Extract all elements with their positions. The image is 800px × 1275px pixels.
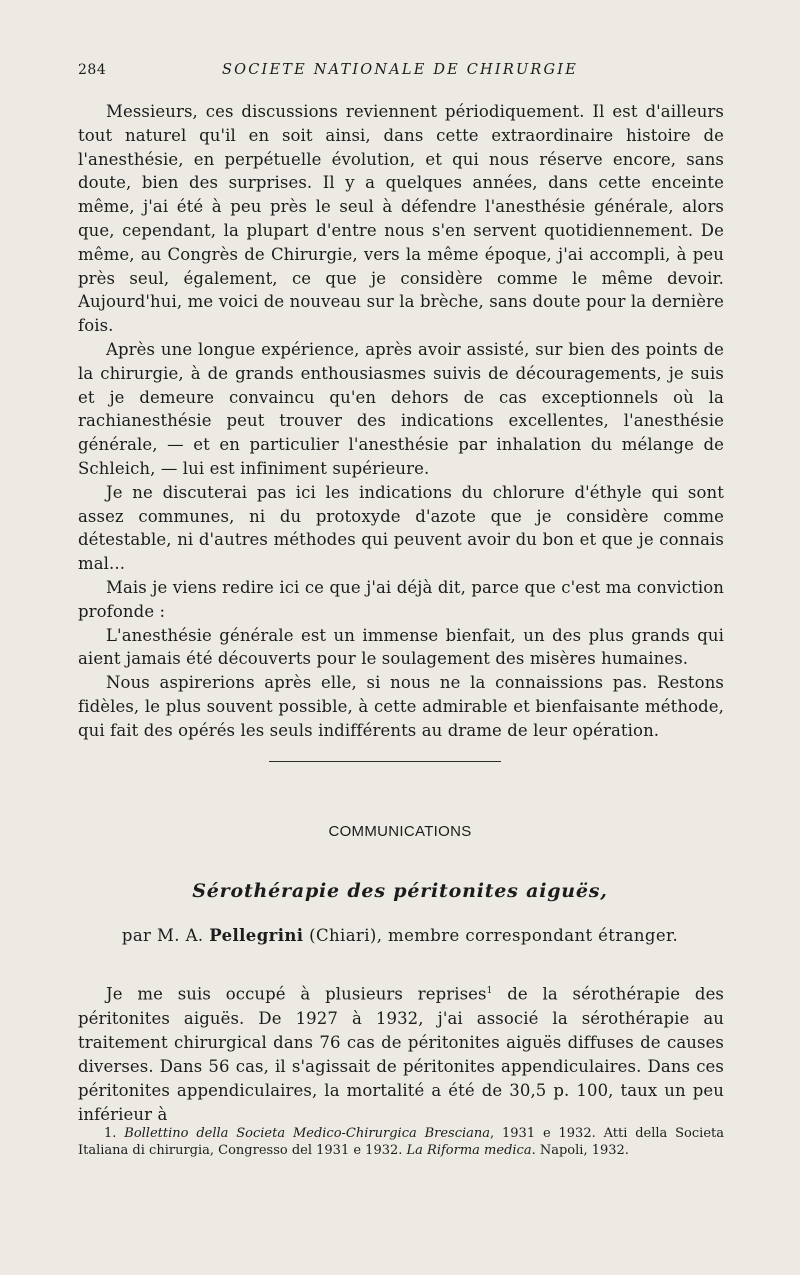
page-number: 284 (78, 62, 107, 78)
paragraph (78, 979, 724, 1127)
paragraph: Messieurs, ces discussions reviennent périodiquement. Il est d'ailleurs tout naturel qu'il en soit ainsi, dans cette extraordinaire histoire de l'anesthésie, en perpétuelle évolution, et qui nous réserve encore, sans doute, bien des surprises. Il y a quelques années, dans cette enceinte même, j'ai été à peu près le seul à défendre l'anesthésie générale, alors que, cependant, la plupart d'entre nous s'en servent quotidiennement. De même, au Congrès de Chirurgie, vers la même époque, j'ai accompli, à peu près seul, également, ce que je considère comme le même devoir. Aujourd'hui, me voici de nouveau sur la brèche, sans doute pour la dernière fois. (78, 102, 724, 336)
footnote (78, 1125, 724, 1159)
byline-suffix: (Chiari), membre correspondant étranger. (309, 926, 679, 945)
paragraph-rest: de la sérothérapie des péritonites aiguës. De 1927 à 1932, j'ai associé la sérothérapie au traitement chirurgical dans 76 cas de péritonites aiguës diffuses de causes diverses. Dans 56 cas, il s'agissait de péritonites appendiculaires. Dans ces péritonites appendiculaires, la mortalité a été de 30,5 p. 100, taux un peu inférieur à (78, 984, 725, 1124)
speech-text (78, 100, 724, 743)
footnote-journal: Bollettino della Societa Medico-Chirurgica Bresciana (124, 1126, 491, 1141)
byline-author: Pellegrini (209, 926, 304, 945)
article-body (78, 979, 724, 1127)
paragraph: Mais je viens redire ici ce que j'ai déjà dit, parce que c'est ma conviction profonde : (78, 577, 724, 621)
footnote-ref: 1 (486, 986, 493, 996)
footnote-number: 1. (104, 1126, 117, 1141)
paragraph: L'anesthésie générale est un immense bienfait, un des plus grands qui aient jamais été découverts pour le soulagement des misères humaines. (78, 625, 724, 669)
section-divider (269, 761, 501, 762)
article-title: Sérothérapie des péritonites aiguës, (192, 880, 608, 902)
paragraph-start: Je me suis occupé à plusieurs reprises (106, 984, 487, 1004)
footnote-middle: , 1931 e 1932. Atti della Societa Italiana di chirurgia, Congresso del 1931 e 1932. (78, 1126, 724, 1158)
paragraph: Nous aspirerions après elle, si nous ne la connaissions pas. Restons fidèles, le plus souvent possible, à cette admirable et bienfaisante méthode, qui fait des opérés les seuls indifférents au drame de leur opération. (78, 673, 724, 740)
running-head: SOCIETE NATIONALE DE CHIRURGIE (222, 62, 578, 78)
paragraph: Après une longue expérience, après avoir assisté, sur bien des points de la chirurgie, à de grands enthousiasmes suivis de découragements, je suis et je demeure convaincu qu'en dehors de cas exceptionnels où la rachianesthésie peut trouver des indications excellentes, l'anesthésie générale, — et en particulier l'anesthésie par inhalation du mélange de Schleich, — lui est infiniment supérieure. (78, 339, 724, 478)
byline (0, 926, 800, 945)
footnote-journal-2: La Riforma medica (406, 1143, 532, 1158)
footnote-end: . Napoli, 1932. (531, 1143, 629, 1158)
paragraph: Je ne discuterai pas ici les indications du chlorure d'éthyle qui sont assez communes, ni du protoxyde d'azote que je considère comme détestable, ni d'autres méthodes qui peuvent avoir du bon et que je connais mal... (78, 482, 724, 574)
byline-prefix: par M. A. (121, 926, 204, 945)
section-heading: COMMUNICATIONS (328, 823, 472, 840)
